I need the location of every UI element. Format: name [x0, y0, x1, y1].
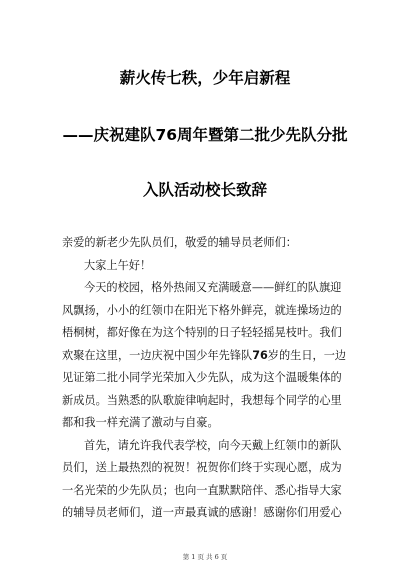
- paragraph-1: [62, 277, 352, 435]
- paragraph-line: 的辅导员老师们，道一声最真诚的感谢！感谢你们用爱心: [62, 506, 342, 519]
- paragraph-line: 梧桐树，都好像在为这个特别的日子轻轻摇晃枝叶。我们: [62, 326, 342, 339]
- paragraph-line: 员们，送上最热烈的祝贺！祝贺你们终于实现心愿，成为: [62, 461, 342, 474]
- anniversary-number: 76: [252, 348, 268, 362]
- paragraph-2: [62, 435, 352, 525]
- greeting: 大家上午好！: [84, 258, 152, 272]
- speech-body: [62, 232, 352, 525]
- paragraph-line: 一名光荣的少先队员；也向一直默默陪伴、悉心指导大家: [62, 483, 342, 497]
- paragraph-line: 新成员。当熟悉的队歌旋律响起时，我想每个同学的心里: [62, 393, 342, 407]
- document-subtitle-line1: ——庆祝建队76周年暨第二批少先队分批: [62, 126, 348, 144]
- document-title: 薪火传七秩，少年启新程: [119, 69, 291, 87]
- paragraph-line-part: 欢聚在这里，一边庆祝中国少年先锋队: [62, 348, 253, 362]
- paragraph-line: 首先，请允许我代表学校，向今天戴上红领巾的新队: [84, 438, 342, 452]
- paragraph-line: [62, 345, 352, 368]
- paragraph-line: 都和我一样充满了激动与自豪。: [62, 416, 219, 429]
- paragraph-line: 见证第二批小同学光荣加入少先队，成为这个温暖集体的: [62, 371, 342, 384]
- salutation: 亲爱的新老少先队员们，敬爱的辅导员老师们：: [62, 236, 297, 249]
- document-subtitle-line2: 入队活动校长致辞: [142, 181, 267, 199]
- paragraph-line: 风飘扬，小小的红领巾在阳光下格外鲜亮，就连操场边的: [62, 303, 342, 317]
- paragraph-line-part: 岁的生日，一边: [267, 348, 347, 362]
- page-footer: 第 1 页 共 6 页: [182, 553, 228, 561]
- paragraph-line: 今天的校园，格外热闹又充满暖意——鲜红的队旗迎: [84, 281, 342, 294]
